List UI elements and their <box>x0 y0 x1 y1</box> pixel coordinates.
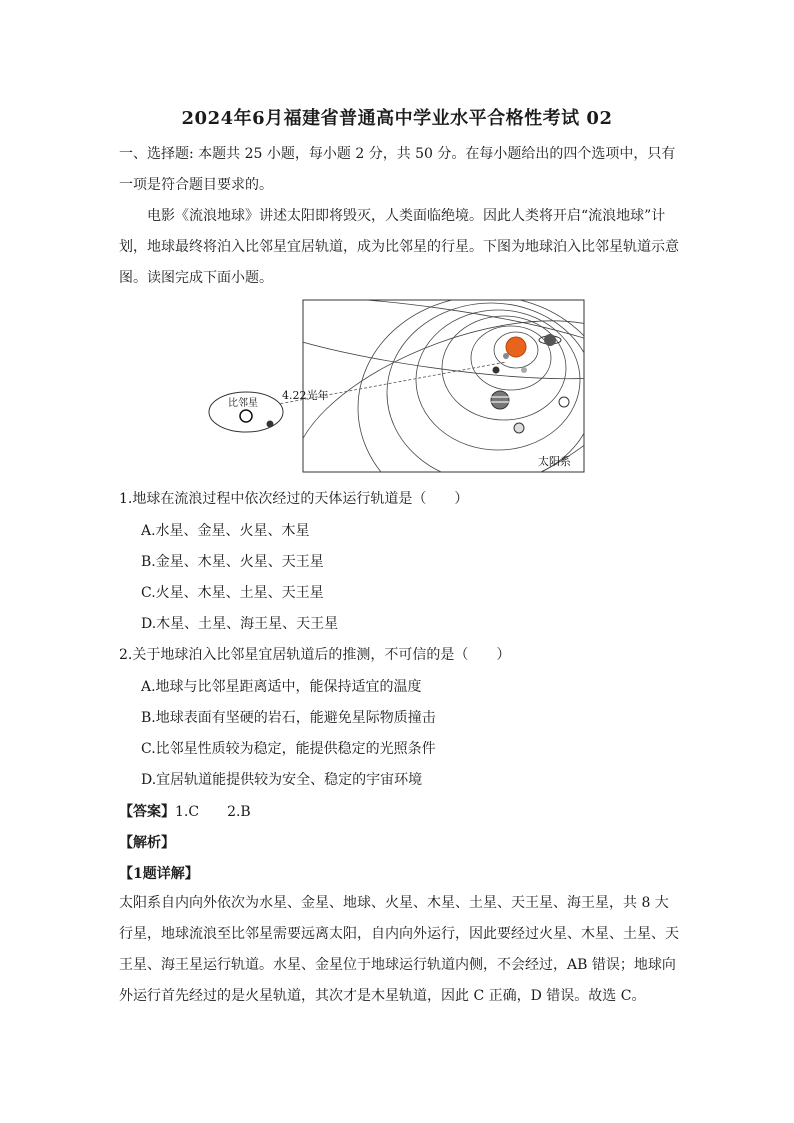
question-1-option-b: B.金星、木星、火星、天王星 <box>141 554 324 570</box>
orbit-diagram <box>206 298 586 474</box>
sun-icon <box>506 337 526 357</box>
question-2-option-b: B.地球表面有坚硬的岩石，能避免星际物质撞击 <box>141 710 436 726</box>
answer-line <box>119 801 251 821</box>
question-2-option-a: A.地球与比邻星距离适中，能保持适宜的温度 <box>141 679 422 695</box>
detail-label: 【1题详解】 <box>119 866 199 882</box>
passage: 电影《流浪地球》讲述太阳即将毁灭，人类面临绝境。因此人类将开启“流浪地球”计划，地球最终将泊入比邻星宜居轨道，成为比邻星的行星。下图为地球泊入比邻星轨道示意图。读图完成下面小题。 <box>119 208 679 286</box>
solar-system-label: 太阳系 <box>538 455 571 468</box>
question-1-stem: 1.地球在流浪过程中依次经过的天体运行轨道是（ ） <box>119 491 469 507</box>
page-title: 2024年6月福建省普通高中学业水平合格性考试 02 <box>181 108 613 129</box>
answer-label: 【答案】 <box>119 804 175 820</box>
earth-icon <box>493 367 500 374</box>
question-1-option-d: D.木星、土星、海王星、天王星 <box>141 616 339 632</box>
section-intro: 一、选择题: 本题共 25 小题，每小题 2 分，共 50 分。在每小题给出的四个选项中，只有一项是符合题目要求的。 <box>119 146 676 193</box>
uranus-icon <box>559 397 569 407</box>
question-1-option-c: C.火星、木星、土星、天王星 <box>141 585 324 601</box>
planet-icon <box>521 367 527 373</box>
question-2-stem: 2.关于地球泊入比邻星宜居轨道后的推测，不可信的是（ ） <box>119 647 511 663</box>
neptune-icon <box>514 423 524 433</box>
answer-values: 1.C 2.B <box>175 804 251 820</box>
earth-at-proxima-icon <box>267 421 274 428</box>
analysis-label: 【解析】 <box>119 835 175 851</box>
proxima-label: 比邻星 <box>228 398 258 409</box>
jupiter-icon <box>491 391 509 409</box>
detail-text: 太阳系自内向外依次为水星、金星、地球、火星、木星、土星、天王星、海王星，共 8 大行星，地球流浪至比邻星需要远离太阳，自内向外运行，因此要经过火星、木星、土星、天王星、海王星运行轨道。水星、金星位于地球运行轨道内侧，不会经过，AB 错误；地球向外运行首先经过的是火星轨道，其次才是木星轨道，因此 C 正确，D 错误。故选 C。 <box>119 895 679 1004</box>
distance-label: 4.22光年 <box>282 389 329 402</box>
orbit-figure <box>206 298 586 474</box>
proxima-star-icon <box>240 410 252 422</box>
question-1-option-a: A.水星、金星、火星、木星 <box>141 523 310 539</box>
question-2-option-d: D.宜居轨道能提供较为安全、稳定的宇宙环境 <box>141 772 423 788</box>
planet-icon <box>503 353 509 359</box>
solar-system-frame <box>303 300 584 472</box>
question-2-option-c: C.比邻星性质较为稳定，能提供稳定的光照条件 <box>141 741 436 757</box>
saturn-icon <box>544 334 556 346</box>
